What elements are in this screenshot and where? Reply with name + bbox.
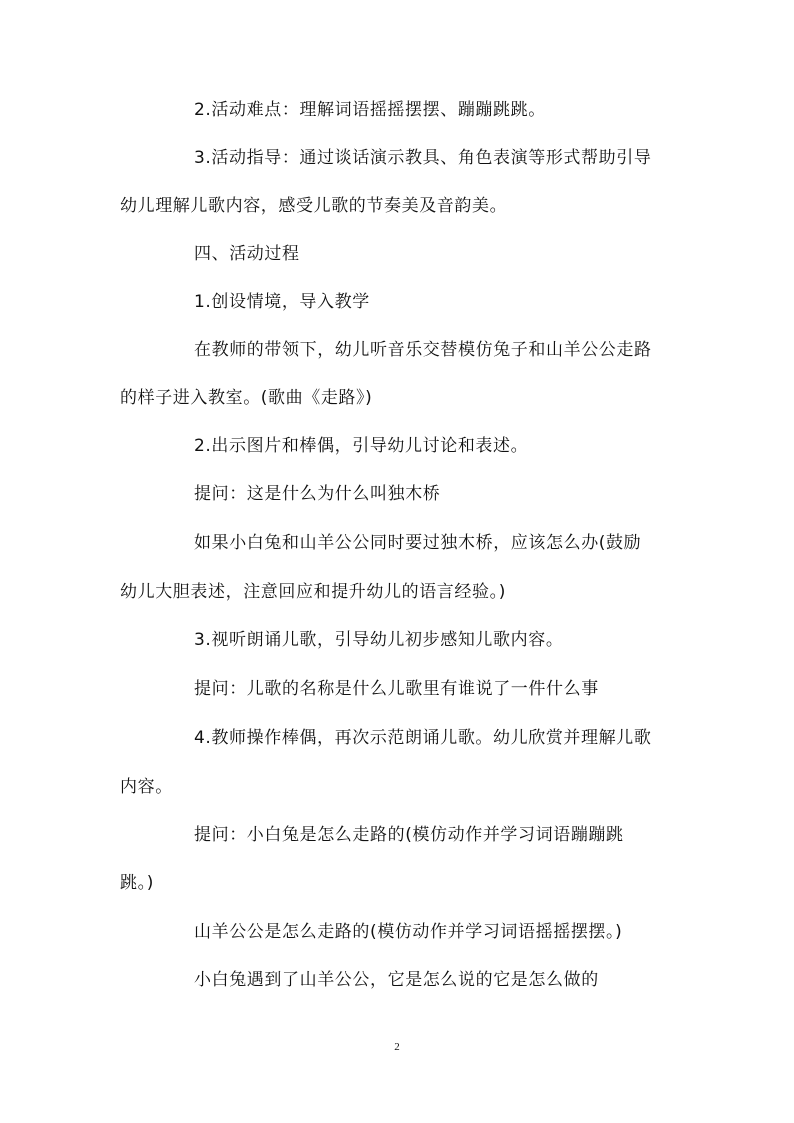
paragraph-line: 在教师的带领下，幼儿听音乐交替模仿兔子和山羊公公走路 bbox=[194, 340, 652, 360]
paragraph-line: 幼儿理解儿歌内容，感受儿歌的节奏美及音韵美。 bbox=[120, 196, 508, 216]
paragraph-line: 的样子进入教室。(歌曲《走路》) bbox=[120, 388, 373, 408]
paragraph-line: 如果小白兔和山羊公公同时要过独木桥，应该怎么办(鼓励 bbox=[194, 533, 642, 553]
paragraph-line: 3.活动指导：通过谈话演示教具、角色表演等形式帮助引导 bbox=[194, 148, 652, 168]
paragraph-line: 提问：儿歌的名称是什么儿歌里有谁说了一件什么事 bbox=[194, 679, 599, 699]
paragraph-line: 4.教师操作棒偶，再次示范朗诵儿歌。幼儿欣赏并理解儿歌 bbox=[194, 728, 652, 748]
paragraph-line: 2.活动难点：理解词语摇摇摆摆、蹦蹦跳跳。 bbox=[194, 100, 546, 120]
paragraph-line: 跳。) bbox=[120, 873, 154, 893]
paragraph-line: 山羊公公是怎么走路的(模仿动作并学习词语摇摇摆摆。) bbox=[194, 922, 623, 942]
page-number: 2 bbox=[394, 1041, 400, 1053]
paragraph-line: 小白兔遇到了山羊公公，它是怎么说的它是怎么做的 bbox=[194, 970, 599, 990]
paragraph-line: 1.创设情境，导入教学 bbox=[194, 292, 370, 312]
paragraph-line: 内容。 bbox=[120, 777, 173, 797]
section-heading: 四、活动过程 bbox=[194, 244, 300, 264]
paragraph-line: 提问：小白兔是怎么走路的(模仿动作并学习词语蹦蹦跳 bbox=[194, 825, 624, 845]
paragraph-line: 提问：这是什么为什么叫独木桥 bbox=[194, 484, 441, 504]
paragraph-line: 幼儿大胆表述，注意回应和提升幼儿的语言经验。) bbox=[120, 582, 506, 602]
paragraph-line: 3.视听朗诵儿歌，引导幼儿初步感知儿歌内容。 bbox=[194, 630, 564, 650]
paragraph-line: 2.出示图片和棒偶，引导幼儿讨论和表述。 bbox=[194, 436, 529, 456]
